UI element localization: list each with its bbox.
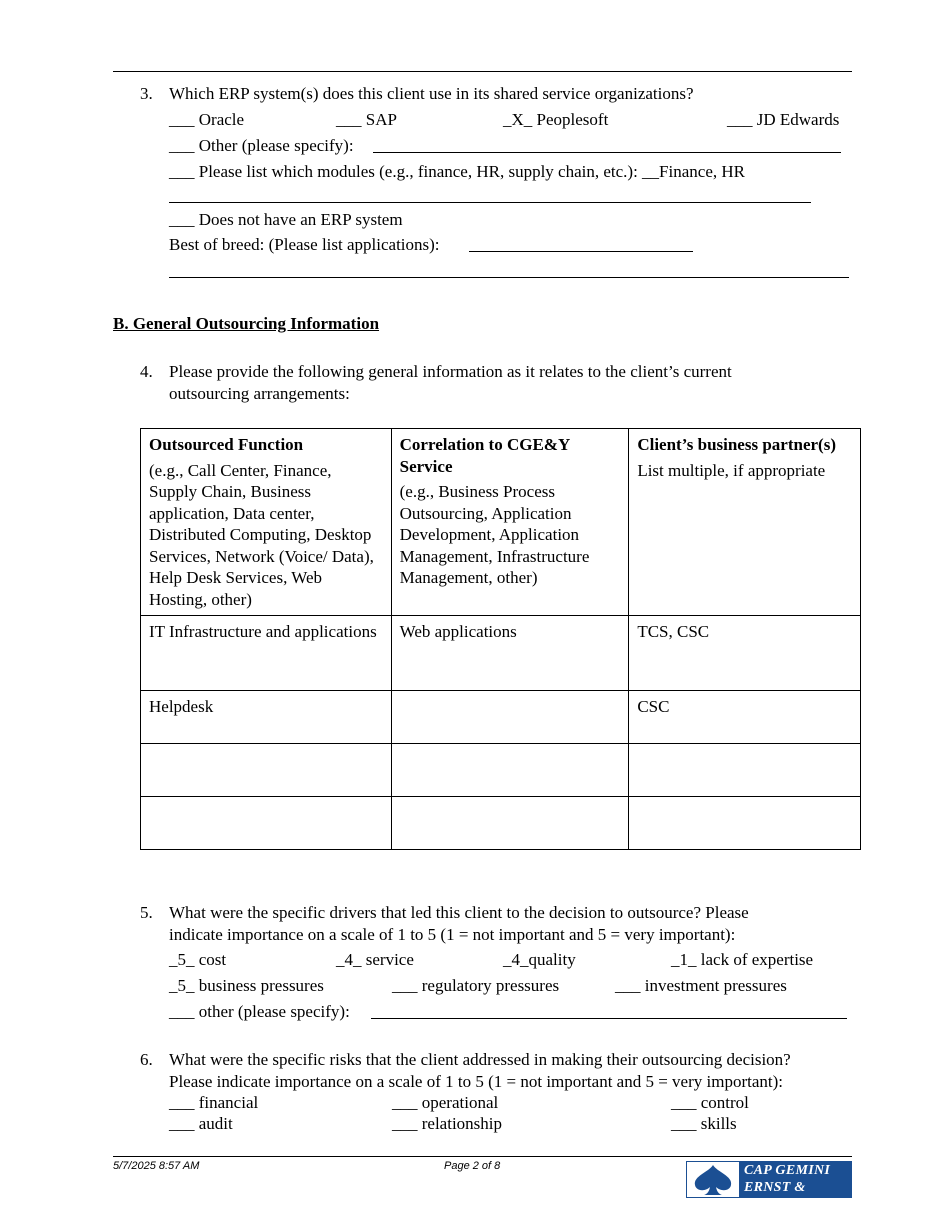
spade-icon xyxy=(687,1162,739,1197)
risk-control[interactable]: ___ control xyxy=(671,1093,749,1112)
logo-text-line2: ERNST & YOUNG xyxy=(744,1180,806,1211)
header-title: Client’s business partner(s) xyxy=(637,435,836,454)
erp-other-label: ___ Other (please specify): xyxy=(169,136,354,155)
risk-relationship[interactable]: ___ relationship xyxy=(392,1114,503,1133)
risk-audit[interactable]: ___ audit xyxy=(169,1114,233,1133)
q4-line1: Please provide the following general information as it relates to the client’s current xyxy=(169,362,732,381)
section-b-title: B. General Outsourcing Information xyxy=(113,314,380,333)
table-row xyxy=(141,797,861,850)
erp-modules-blank[interactable] xyxy=(169,202,811,203)
q6-line2: Please indicate importance on a scale of 1 to 5 (1 = not important and 5 = very important): xyxy=(169,1072,784,1091)
logo-text-line1: CAP GEMINI xyxy=(744,1163,831,1178)
erp-option-peoplesoft[interactable]: _X_ Peoplesoft xyxy=(503,110,609,129)
table-header-row xyxy=(141,429,861,616)
driver-other-label: ___ other (please specify): xyxy=(169,1002,350,1021)
header-outsourced-function xyxy=(141,429,392,616)
footer-page-number: Page 2 of 8 xyxy=(444,1160,501,1172)
header-subtitle: (e.g., Call Center, Finance, Supply Chain, Business application, Data center, Distributed Computing, Desktop Services, Network (Voice/ Data), Help Desk Services, Web Hosting, other) xyxy=(149,460,374,609)
q5-line1: What were the specific drivers that led this client to the decision to outsource? Please xyxy=(169,903,749,922)
q4-line2: outsourcing arrangements: xyxy=(169,384,350,403)
table-row xyxy=(141,616,861,691)
table-cell[interactable]: CSC xyxy=(629,691,861,744)
erp-other-blank[interactable] xyxy=(373,152,841,153)
q6-line1: What were the specific risks that the client addressed in making their outsourcing decision? xyxy=(169,1050,791,1069)
risk-financial[interactable]: ___ financial xyxy=(169,1093,259,1112)
table-cell[interactable]: Web applications xyxy=(391,616,629,691)
erp-option-oracle[interactable]: ___ Oracle xyxy=(169,110,245,129)
erp-modules-label: ___ Please list which modules (e.g., finance, HR, supply chain, etc.): __Finance, HR xyxy=(169,162,745,181)
table-cell[interactable]: TCS, CSC xyxy=(629,616,861,691)
outsourcing-table xyxy=(140,428,861,850)
risk-operational[interactable]: ___ operational xyxy=(392,1093,499,1112)
table-cell[interactable] xyxy=(391,744,629,797)
driver-quality[interactable]: _4_quality xyxy=(503,950,576,969)
q3-number: 3. xyxy=(140,84,153,103)
q6-number: 6. xyxy=(140,1050,153,1069)
erp-none-option[interactable]: ___ Does not have an ERP system xyxy=(169,210,403,229)
header-rule xyxy=(113,71,852,72)
q5-line2: indicate importance on a scale of 1 to 5 (1 = not important and 5 = very important): xyxy=(169,925,736,944)
spade-logo-icon xyxy=(686,1161,740,1198)
q4-number: 4. xyxy=(140,362,153,381)
driver-other-blank[interactable] xyxy=(371,1018,847,1019)
footer-rule xyxy=(113,1156,852,1157)
table-cell[interactable]: Helpdesk xyxy=(141,691,392,744)
table-cell[interactable]: IT Infrastructure and applications xyxy=(141,616,392,691)
footer-datetime: 5/7/2025 8:57 AM xyxy=(113,1160,200,1172)
table-cell[interactable] xyxy=(629,797,861,850)
best-of-breed-blank-2[interactable] xyxy=(169,277,849,278)
table-cell[interactable] xyxy=(141,797,392,850)
q3-question: Which ERP system(s) does this client use in its shared service organizations? xyxy=(169,84,694,103)
header-title: Outsourced Function xyxy=(149,435,304,454)
driver-lack-of-expertise[interactable]: _1_ lack of expertise xyxy=(671,950,814,969)
best-of-breed-blank[interactable] xyxy=(469,251,693,252)
driver-business-pressures[interactable]: _5_ business pressures xyxy=(169,976,324,995)
company-logo xyxy=(686,1161,852,1211)
header-title: Correlation to CGE&Y Service xyxy=(399,435,570,476)
header-subtitle: (e.g., Business Process Outsourcing, Application Development, Application Management, Infrastructure Management, other) xyxy=(399,482,590,587)
table-cell[interactable] xyxy=(391,691,629,744)
table-row xyxy=(141,691,861,744)
header-subtitle: List multiple, if appropriate xyxy=(637,460,826,480)
header-business-partner xyxy=(629,429,861,616)
erp-option-jd-edwards[interactable]: ___ JD Edwards xyxy=(727,110,840,129)
driver-investment-pressures[interactable]: ___ investment pressures xyxy=(615,976,787,995)
table-cell[interactable] xyxy=(141,744,392,797)
erp-option-sap[interactable]: ___ SAP xyxy=(336,110,397,129)
header-correlation xyxy=(391,429,629,616)
table-cell[interactable] xyxy=(391,797,629,850)
table-cell[interactable] xyxy=(629,744,861,797)
driver-cost[interactable]: _5_ cost xyxy=(169,950,227,969)
best-of-breed-label: Best of breed: (Please list applications): xyxy=(169,235,440,254)
table-row xyxy=(141,744,861,797)
driver-regulatory-pressures[interactable]: ___ regulatory pressures xyxy=(392,976,560,995)
risk-skills[interactable]: ___ skills xyxy=(671,1114,737,1133)
q5-number: 5. xyxy=(140,903,153,922)
driver-service[interactable]: _4_ service xyxy=(336,950,414,969)
